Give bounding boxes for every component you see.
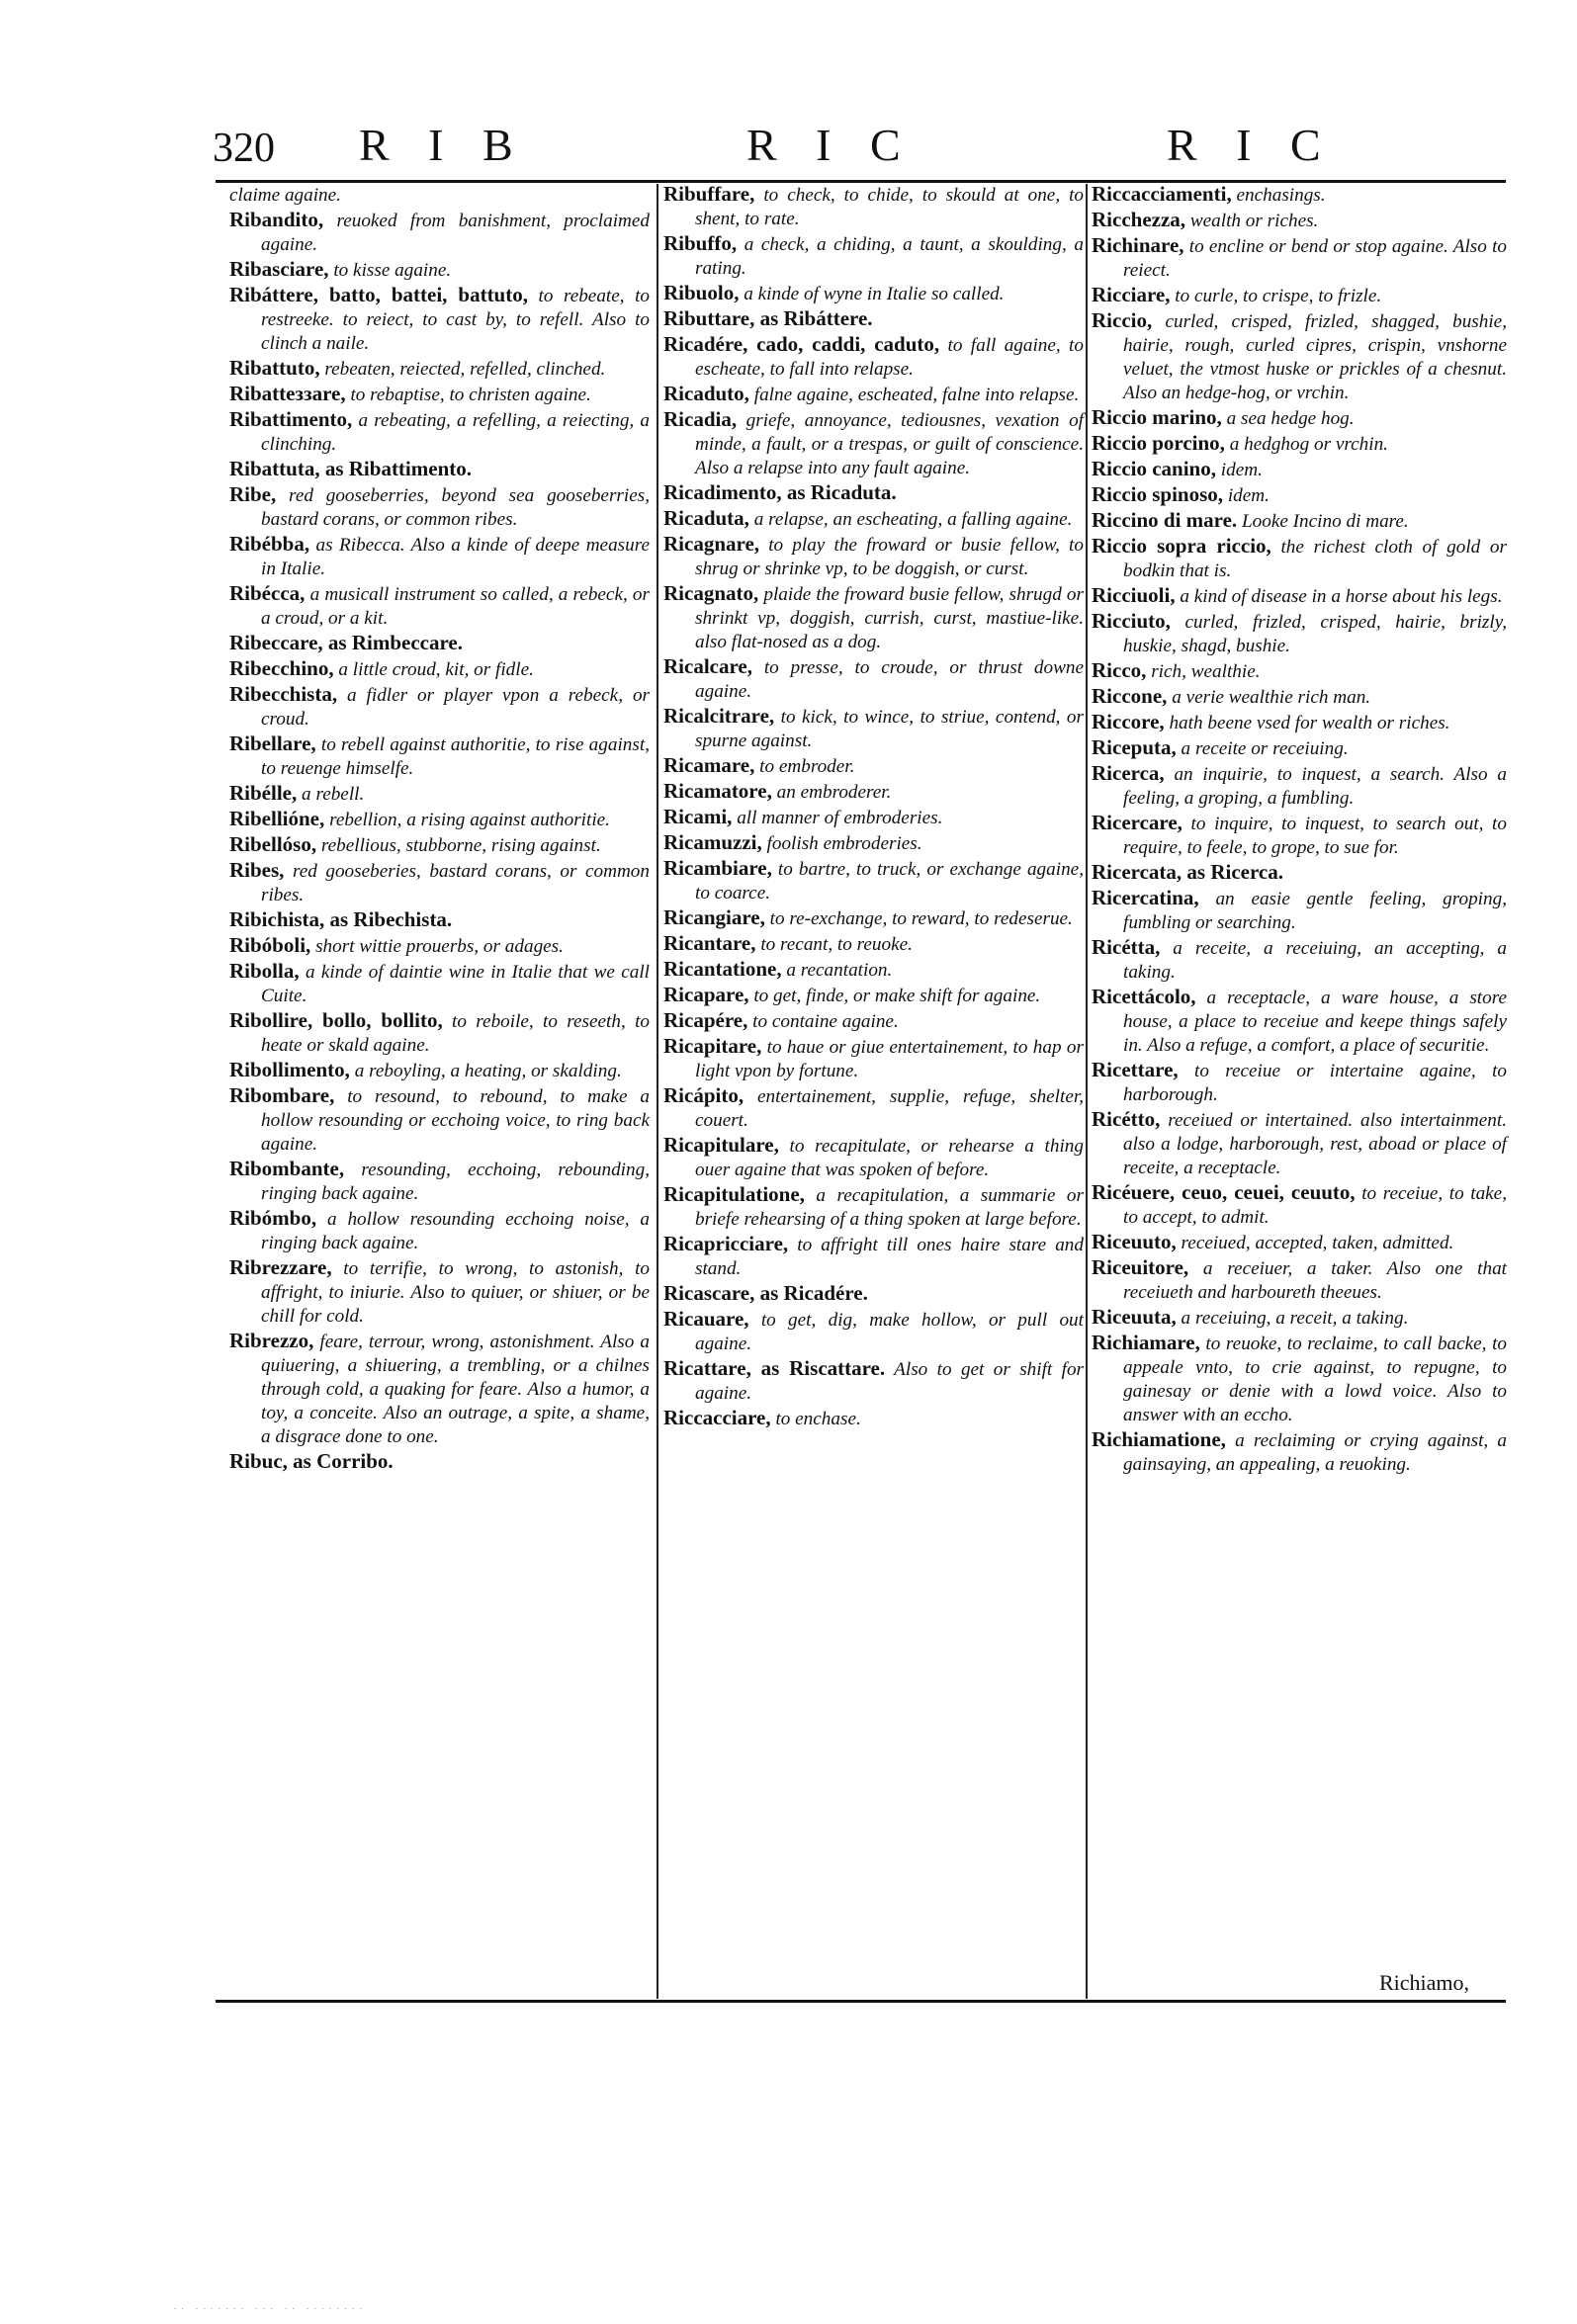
headword: Ribattuta, as Ribattimento.	[229, 457, 472, 480]
headword: Ricami,	[663, 805, 733, 828]
dictionary-entry	[663, 306, 1084, 332]
definition: a kinde of wyne in Italie so called.	[739, 284, 1005, 304]
dictionary-entry	[663, 480, 1084, 506]
headword: Ricapare,	[663, 983, 749, 1006]
headword: Ribuolo,	[663, 281, 740, 304]
dictionary-entry	[663, 957, 1084, 983]
headword: Ribollimento,	[229, 1058, 350, 1081]
dictionary-entry	[1092, 482, 1507, 508]
definition: reuoked from banishment, proclaimed againe.	[261, 211, 650, 255]
headword: Riccio spinoso,	[1092, 482, 1224, 506]
headword: Ribandito,	[229, 208, 324, 231]
headword: Riccino di mare.	[1092, 508, 1238, 532]
column-left	[229, 182, 650, 1475]
dictionary-entry	[229, 807, 650, 832]
headword: Ricciare,	[1092, 283, 1171, 306]
dictionary-entry	[229, 858, 650, 907]
definition: an inquirie, to inquest, a search. Also a feeling, a groping, a fumbling.	[1123, 764, 1507, 809]
headword: Ricchezza,	[1092, 208, 1186, 231]
dictionary-entry	[1092, 1331, 1507, 1427]
definition: to receiue or intertaine againe, to harborough.	[1123, 1061, 1507, 1105]
headword: Ricangiare,	[663, 905, 765, 929]
column-divider	[1086, 184, 1088, 1999]
definition: a hedghog or vrchin.	[1224, 434, 1388, 455]
dictionary-entry	[229, 781, 650, 807]
headword: Riceuuta,	[1092, 1305, 1177, 1329]
headword: Ribébba,	[229, 532, 310, 556]
headword: Richiamatione,	[1092, 1427, 1226, 1451]
headword: Ricadére, cado, caddi, caduto,	[663, 332, 940, 356]
dictionary-entry	[1092, 811, 1507, 860]
headword: Ricercare,	[1092, 811, 1183, 834]
dictionary-entry	[663, 905, 1084, 931]
definition: to presse, to croude, or thrust downe againe.	[695, 657, 1084, 702]
definition: to curle, to crispe, to frizle.	[1170, 286, 1382, 306]
headword: Ribe,	[229, 482, 277, 506]
dictionary-entry	[1092, 1305, 1507, 1331]
headword: Ricaduto,	[663, 382, 749, 405]
headword: Ribeccare, as Rimbeccare.	[229, 631, 463, 654]
dictionary-entry	[1092, 508, 1507, 534]
dictionary-entry	[229, 283, 650, 356]
definition: Also to get or shift for againe.	[695, 1359, 1085, 1404]
headword: Ricagnato,	[663, 581, 759, 605]
dictionary-entry	[663, 182, 1084, 231]
definition: a receite or receiuing.	[1176, 738, 1349, 759]
headword: Ricapére,	[663, 1008, 748, 1032]
headword: Ribélle,	[229, 781, 298, 805]
headword: Riccacciare,	[663, 1406, 771, 1429]
dictionary-entry	[1092, 735, 1507, 761]
definition: to haue or giue entertainement, to hap or light vpon by fortune.	[695, 1037, 1084, 1081]
dictionary-entry	[1092, 233, 1507, 283]
dictionary-entry	[1092, 1180, 1507, 1230]
headword: Riceuuto,	[1092, 1230, 1177, 1253]
running-header	[213, 119, 1503, 178]
definition: to reboile, to reseeth, to heate or skald againe.	[261, 1011, 651, 1056]
column-middle	[663, 182, 1084, 1431]
dictionary-entry	[663, 1406, 1084, 1431]
dictionary-entry	[1092, 182, 1507, 208]
dictionary-entry	[229, 382, 650, 407]
definition: receiued, accepted, taken, admitted.	[1176, 1233, 1454, 1253]
dictionary-entry	[229, 832, 650, 858]
definition: to reuoke, to reclaime, to call backe, to appeale vnto, to crie against, to repugne, to gainesay or denie with a lowd voice. Also to answer with an eccho.	[1123, 1334, 1507, 1425]
dictionary-entry	[1092, 684, 1507, 710]
dictionary-entry	[229, 1058, 650, 1083]
headword: Ricettácolo,	[1092, 985, 1196, 1008]
definition: receiued or intertained. also intertainment. also a lodge, harborough, rest, aboad or place of receite, a receptacle.	[1123, 1110, 1507, 1178]
headword: Ricercata, as Ricerca.	[1092, 860, 1283, 884]
definition: to receiue, to take, to accept, to admit.	[1123, 1183, 1507, 1228]
definition: a rebeating, a refelling, a reiecting, a clinching.	[261, 410, 650, 455]
dictionary-entry	[663, 281, 1084, 306]
definition: to re-exchange, to reward, to redeserue.	[764, 908, 1073, 929]
header-middle-guide: R I C	[746, 120, 915, 170]
headword: Ribuffo,	[663, 231, 738, 255]
dictionary-entry	[663, 654, 1084, 704]
column-divider	[657, 184, 658, 1999]
headword: Ribellare,	[229, 732, 316, 755]
definition: a little croud, kit, or fidle.	[333, 659, 534, 680]
column-right	[1092, 182, 1507, 1477]
dictionary-entry	[229, 933, 650, 959]
definition: enchasings.	[1231, 185, 1326, 206]
headword: Ricalcare,	[663, 654, 752, 678]
headword: Riccore,	[1092, 710, 1165, 733]
dictionary-entry	[1092, 405, 1507, 431]
definition: red gooseberries, beyond sea gooseberries, bastard corans, or common ribes.	[261, 485, 650, 530]
definition: red gooseberies, bastard corans, or common ribes.	[261, 861, 650, 905]
headword: Ricamatore,	[663, 779, 772, 803]
dictionary-entry	[1092, 1230, 1507, 1255]
definition: all manner of embroderies.	[732, 808, 943, 828]
dictionary-entry	[229, 1157, 650, 1206]
dictionary-entry	[229, 482, 650, 532]
headword: Ribes,	[229, 858, 285, 882]
dictionary-entry	[663, 805, 1084, 830]
dictionary-entry	[663, 1034, 1084, 1083]
dictionary-entry	[663, 1133, 1084, 1182]
definition: a recapitulation, a summarie or briefe rehearsing of a thing spoken at large before.	[695, 1185, 1084, 1230]
dictionary-entry	[663, 1083, 1084, 1133]
headword: Ribatteззare,	[229, 382, 346, 405]
definition: a receite, a receiuing, an accepting, a taking.	[1123, 938, 1507, 983]
definition: resounding, ecchoing, rebounding, ringing back againe.	[261, 1160, 650, 1204]
definition: to rebeate, to restreeke. to reiect, to cast by, to refell. Also to clinch a naile.	[261, 286, 650, 354]
dictionary-entry	[229, 631, 650, 656]
dictionary-entry	[229, 682, 650, 732]
dictionary-entry	[1092, 534, 1507, 583]
dictionary-entry	[229, 656, 650, 682]
definition: to bartre, to truck, or exchange againe, to coarce.	[695, 859, 1084, 904]
dictionary-entry	[1092, 860, 1507, 886]
headword: Ribombare,	[229, 1083, 335, 1107]
headword: Riccio porcino,	[1092, 431, 1225, 455]
page-number: 320	[213, 126, 275, 171]
definition: to kisse againe.	[328, 260, 452, 281]
dictionary-entry	[1092, 710, 1507, 735]
headword: Ricerca,	[1092, 761, 1165, 785]
definition: falne againe, escheated, falne into relapse.	[748, 385, 1080, 405]
definition: Looke Incino di mare.	[1237, 511, 1409, 532]
dictionary-entry	[1092, 308, 1507, 405]
headword: Richiamare,	[1092, 1331, 1200, 1354]
dictionary-entry	[663, 1182, 1084, 1232]
definition: a musicall instrument so called, a rebeck, or a croud, or a kit.	[261, 584, 650, 629]
definition: feare, terrour, wrong, astonishment. Also a quiuering, a shiuering, a trembling, or a chilnes through cold, a quaking for feare. Also a humor, a toy, a conceite. Also an outrage, a spite, a shame, a disgrace done to one.	[261, 1332, 650, 1447]
dictionary-entry	[229, 1449, 650, 1475]
dictionary-entry	[663, 407, 1084, 480]
headword: Ricamare,	[663, 753, 755, 777]
headword: Riccone,	[1092, 684, 1168, 708]
headword: Ribrezzare,	[229, 1255, 332, 1279]
dictionary-entry	[229, 1329, 650, 1449]
dictionary-entry	[1092, 886, 1507, 935]
definition: to fall againe, to escheate, to fall into relapse.	[695, 335, 1084, 380]
dictionary-entry	[1092, 283, 1507, 308]
dictionary-entry	[229, 732, 650, 781]
headword: Ricambiare,	[663, 856, 772, 880]
headword: Ribasciare,	[229, 257, 329, 281]
headword: Ribombante,	[229, 1157, 345, 1180]
definition: to inquire, to inquest, to search out, to require, to feele, to grope, to sue for.	[1123, 814, 1507, 858]
headword: Ribecchista,	[229, 682, 338, 706]
dictionary-entry	[229, 1206, 650, 1255]
headword: Ricapitulatione,	[663, 1182, 805, 1206]
definition: to check, to chide, to skould at one, to shent, to rate.	[695, 185, 1084, 229]
definition: curled, crisped, frizled, shagged, bushie, hairie, rough, curled cipres, crispin, vnshorne veluet, the vtmost huske or prickles of a chesnut. Also an hedge-hog, or vrchin.	[1123, 311, 1507, 403]
dictionary-entry	[663, 753, 1084, 779]
definition: a hollow resounding ecchoing noise, a ringing back againe.	[261, 1209, 650, 1253]
definition: a reclaiming or crying against, a gainsaying, an appealing, a reuoking.	[1123, 1430, 1507, 1475]
definition: to embroder.	[754, 756, 855, 777]
headword: Ribóboli,	[229, 933, 311, 957]
dictionary-entry	[229, 1255, 650, 1329]
headword: Ricagnare,	[663, 532, 760, 556]
dictionary-entry	[1092, 1427, 1507, 1477]
dictionary-entry	[663, 1356, 1084, 1406]
definition: claime againe.	[229, 185, 341, 206]
headword: Ricápito,	[663, 1083, 745, 1107]
definition: to rebaptise, to christen againe.	[345, 385, 591, 405]
dictionary-entry	[229, 1008, 650, 1058]
definition: an embroderer.	[771, 782, 892, 803]
footer-rule	[216, 2000, 1506, 2003]
dictionary-entry	[663, 231, 1084, 281]
definition: to enchase.	[770, 1409, 861, 1429]
headword: Ricantatione,	[663, 957, 782, 981]
definition: a sea hedge hog.	[1221, 408, 1355, 429]
dictionary-entry	[663, 704, 1084, 753]
definition: wealth or riches.	[1185, 211, 1319, 231]
dictionary-entry	[229, 581, 650, 631]
dictionary-entry	[663, 1281, 1084, 1307]
definition: idem.	[1223, 485, 1270, 506]
headword: Riccio canino,	[1092, 457, 1216, 480]
dictionary-entry	[1092, 1255, 1507, 1305]
headword: Ribollire, bollo, bollito,	[229, 1008, 443, 1032]
headword: Richinare,	[1092, 233, 1184, 257]
definition: a receiuer, a taker. Also one that receiueth and harboureth theeues.	[1123, 1258, 1507, 1303]
definition: to kick, to wince, to striue, contend, or spurne against.	[695, 707, 1084, 751]
definition: griefe, annoyance, tediousnes, vexation of minde, a fault, or a trespas, or guilt of conscience. Also a relapse into any fault againe.	[695, 410, 1084, 478]
dictionary-entry	[663, 506, 1084, 532]
dictionary-entry	[1092, 609, 1507, 658]
headword: Ricco,	[1092, 658, 1147, 682]
definition: rich, wealthie.	[1146, 661, 1261, 682]
dictionary-entry	[229, 182, 650, 208]
definition: short wittie prouerbs, or adages.	[310, 936, 564, 957]
headword: Ribolla,	[229, 959, 300, 983]
definition: to get, dig, make hollow, or pull out againe.	[695, 1310, 1084, 1354]
headword: Riccacciamenti,	[1092, 182, 1232, 206]
dictionary-entry	[663, 1232, 1084, 1281]
definition: plaide the froward busie fellow, shrugd or shrinkt vp, doggish, currish, curst, mastiue-like. also flat-nosed as a dog.	[695, 584, 1084, 652]
dictionary-entry	[663, 931, 1084, 957]
headword: Ribrezzo,	[229, 1329, 314, 1352]
headword: Ricapricciare,	[663, 1232, 789, 1255]
definition: to terrifie, to wrong, to astonish, to affright, to iniurie. Also to quiuer, or shiuer, or be chill for cold.	[261, 1258, 650, 1327]
headword: Ribattimento,	[229, 407, 353, 431]
headword: Ribellióne,	[229, 807, 325, 830]
headword: Ricciuoli,	[1092, 583, 1176, 607]
headword: Ricascare, as Ricadére.	[663, 1281, 868, 1305]
dictionary-entry	[1092, 985, 1507, 1058]
dictionary-entry	[229, 532, 650, 581]
headword: Ricéuere, ceuo, ceuei, ceuuto,	[1092, 1180, 1356, 1204]
definition: a fidler or player vpon a rebeck, or croud.	[261, 685, 650, 730]
headword: Ributtare, as Ribáttere.	[663, 306, 873, 330]
headword: Ribómbo,	[229, 1206, 317, 1230]
definition: rebeaten, reiected, refelled, clinched.	[319, 359, 606, 380]
headword: Ricadimento, as Ricaduta.	[663, 480, 897, 504]
definition: a reboyling, a heating, or skalding.	[349, 1061, 622, 1081]
definition: rebellion, a rising against authoritie.	[324, 810, 610, 830]
dictionary-entry	[663, 581, 1084, 654]
headword: Ricapitulare,	[663, 1133, 779, 1157]
definition: a relapse, an escheating, a falling againe.	[748, 509, 1073, 530]
definition: a verie wealthie rich man.	[1167, 687, 1371, 708]
dictionary-entry	[229, 457, 650, 482]
headword: Ribattuto,	[229, 356, 320, 380]
headword: Ricétta,	[1092, 935, 1161, 959]
headword: Ricciuto,	[1092, 609, 1171, 633]
dictionary-entry	[663, 779, 1084, 805]
dictionary-entry	[663, 332, 1084, 382]
dictionary-entry	[229, 1083, 650, 1157]
dictionary-entry	[1092, 431, 1507, 457]
headword: Riceputa,	[1092, 735, 1177, 759]
definition: to play the froward or busie fellow, to shrug or shrinke vp, to be doggish, or curst.	[695, 535, 1084, 579]
headword: Ricadia,	[663, 407, 738, 431]
headword: Ricapitare,	[663, 1034, 762, 1058]
definition: a check, a chiding, a taunt, a skoulding, a rating.	[695, 234, 1084, 279]
header-left-guide: R I B	[359, 120, 527, 170]
headword: Ricétto,	[1092, 1107, 1161, 1131]
headword: Riceuitore,	[1092, 1255, 1189, 1279]
definition: foolish embroderies.	[761, 833, 922, 854]
definition: curled, frizled, crisped, hairie, brizly, huskie, shagd, bushie.	[1123, 612, 1507, 656]
headword: Ribécca,	[229, 581, 306, 605]
catchword: Richiamo,	[1379, 1970, 1470, 1995]
dictionary-entry	[663, 1008, 1084, 1034]
definition: to recapitulate, or rehearse a thing ouer againe that was spoken of before.	[695, 1136, 1084, 1180]
definition: to affright till ones haire stare and stand.	[695, 1235, 1084, 1279]
headword: Ribecchino,	[229, 656, 334, 680]
headword: Ribuc, as Corribo.	[229, 1449, 394, 1473]
definition: a receptacle, a ware house, a store house, a place to receiue and keepe things safely in. Also a refuge, a comfort, a place of securitie.	[1123, 988, 1507, 1056]
dictionary-entry	[1092, 658, 1507, 684]
definition: to containe againe.	[747, 1011, 899, 1032]
definition: entertainement, supplie, refuge, shelter, couert.	[695, 1086, 1084, 1131]
definition: rebellious, stubborne, rising against.	[316, 835, 601, 856]
definition: a rebell.	[297, 784, 365, 805]
headword: Riccio marino,	[1092, 405, 1222, 429]
headword: Ribichista, as Ribechista.	[229, 907, 453, 931]
definition: to encline or bend or stop againe. Also to reiect.	[1123, 236, 1507, 281]
dictionary-entry	[229, 907, 650, 933]
headword: Ricettare,	[1092, 1058, 1179, 1081]
definition: the richest cloth of gold or bodkin that is.	[1123, 537, 1507, 581]
dictionary-entry	[1092, 208, 1507, 233]
dictionary-entry	[1092, 935, 1507, 985]
definition: to get, finde, or make shift for againe.	[748, 986, 1041, 1006]
dictionary-entry	[229, 208, 650, 257]
definition: to recant, to reuoke.	[755, 934, 913, 955]
definition: a receiuing, a receit, a taking.	[1176, 1308, 1409, 1329]
headword: Ricalcitrare,	[663, 704, 775, 728]
dictionary-entry	[229, 356, 650, 382]
dictionary-entry	[663, 382, 1084, 407]
headword: Ricercatina,	[1092, 886, 1199, 909]
definition: a recantation.	[781, 960, 893, 981]
headword: Ricamuzzi,	[663, 830, 762, 854]
dictionary-entry	[229, 959, 650, 1008]
definition: to resound, to rebound, to make a hollow resounding or ecchoing voice, to ring back againe.	[261, 1086, 650, 1155]
definition: an easie gentle feeling, groping, fumbling or searching.	[1123, 889, 1507, 933]
definition: a kinde of daintie wine in Italie that we call Cuite.	[261, 962, 650, 1006]
headword: Ricauare,	[663, 1307, 749, 1331]
definition: idem.	[1216, 460, 1263, 480]
dictionary-entry	[663, 983, 1084, 1008]
headword: Ricattare, as Riscattare.	[663, 1356, 886, 1380]
definition: hath beene vsed for wealth or riches.	[1164, 713, 1450, 733]
footer-marks: ·· ······· ··· ·· ········	[173, 2303, 367, 2315]
dictionary-entry	[1092, 457, 1507, 482]
header-right-guide: R I C	[1167, 120, 1335, 170]
headword: Ribáttere, batto, battei, battuto,	[229, 283, 528, 306]
headword: Ricantare,	[663, 931, 756, 955]
headword: Ribellóso,	[229, 832, 317, 856]
dictionary-entry	[1092, 1058, 1507, 1107]
dictionary-entry	[1092, 761, 1507, 811]
definition: to rebell against authoritie, to rise against, to reuenge himselfe.	[261, 734, 650, 779]
dictionary-entry	[229, 257, 650, 283]
headword: Riccio,	[1092, 308, 1153, 332]
definition: as Ribecca. Also a kinde of deepe measure in Italie.	[261, 535, 650, 579]
dictionary-entry	[663, 532, 1084, 581]
dictionary-entry	[229, 407, 650, 457]
dictionary-entry	[663, 1307, 1084, 1356]
dictionary-entry	[1092, 583, 1507, 609]
definition: a kind of disease in a horse about his legs.	[1175, 586, 1503, 607]
dictionary-entry	[663, 856, 1084, 905]
headword: Riccio sopra riccio,	[1092, 534, 1271, 558]
headword: Ribuffare,	[663, 182, 755, 206]
dictionary-entry	[1092, 1107, 1507, 1180]
dictionary-entry	[663, 830, 1084, 856]
headword: Ricaduta,	[663, 506, 749, 530]
